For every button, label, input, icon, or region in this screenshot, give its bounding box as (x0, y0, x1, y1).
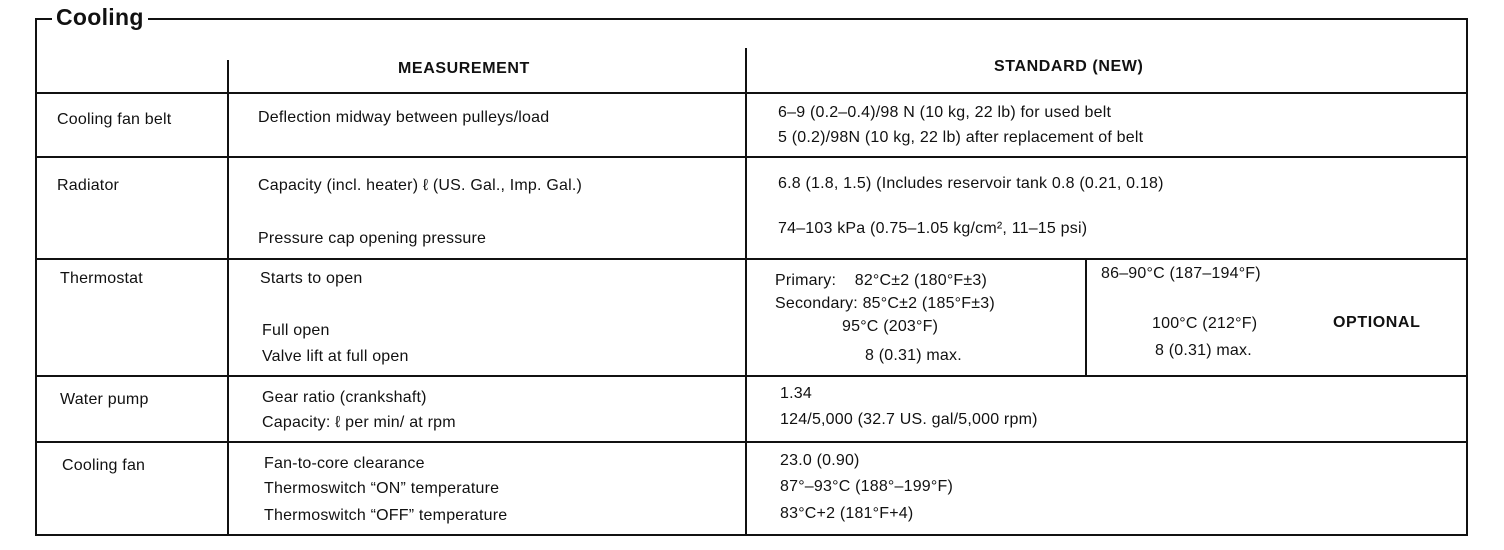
row-divider-fan-belt (35, 156, 1468, 158)
standard-primary: Primary: 82°C±2 (180°F±3) (775, 272, 988, 289)
standard-valve-lift: 8 (0.31) max. (865, 347, 962, 364)
item-thermostat: Thermostat (60, 270, 143, 287)
item-radiator: Radiator (57, 177, 120, 194)
item-cooling-fan-belt: Cooling fan belt (57, 111, 172, 128)
measurement-thermoswitch-off: Thermoswitch “OFF” temperature (264, 507, 508, 524)
measurement-valve-lift: Valve lift at full open (262, 348, 409, 365)
row-divider-water-pump (35, 441, 1468, 443)
standard-thermoswitch-off: 83°C+2 (181°F+4) (780, 505, 914, 522)
measurement-full-open: Full open (262, 322, 330, 339)
measurement-radiator-capacity: Capacity (incl. heater) ℓ (US. Gal., Imp. Gal.) (258, 177, 582, 194)
column-divider-optional (1085, 258, 1087, 375)
standard-full-open: 95°C (203°F) (842, 318, 939, 335)
standard-new-belt: 5 (0.2)/98N (10 kg, 22 lb) after replacement of belt (778, 129, 1144, 146)
header-divider (35, 92, 1468, 94)
measurement-deflection: Deflection midway between pulleys/load (258, 109, 550, 126)
row-divider-thermostat (35, 375, 1468, 377)
standard-secondary: Secondary: 85°C±2 (185°F±3) (775, 295, 995, 312)
standard-radiator-capacity: 6.8 (1.8, 1.5) (Includes reservoir tank 0.8 (0.21, 0.18) (778, 175, 1164, 192)
optional-valve-lift: 8 (0.31) max. (1155, 342, 1252, 359)
measurement-pressure-cap: Pressure cap opening pressure (258, 230, 487, 247)
measurement-fan-clearance: Fan-to-core clearance (264, 455, 425, 472)
standard-thermoswitch-on: 87°–93°C (188°–199°F) (780, 478, 954, 495)
measurement-starts-to-open: Starts to open (260, 270, 363, 287)
item-water-pump: Water pump (60, 391, 149, 408)
optional-label: OPTIONAL (1333, 314, 1421, 331)
optional-full-open: 100°C (212°F) (1152, 315, 1258, 332)
optional-starts-to-open: 86–90°C (187–194°F) (1101, 265, 1261, 282)
measurement-thermoswitch-on: Thermoswitch “ON” temperature (264, 480, 500, 497)
standard-pump-capacity: 124/5,000 (32.7 US. gal/5,000 rpm) (780, 411, 1038, 428)
header-measurement: MEASUREMENT (398, 60, 530, 77)
column-divider-item (227, 60, 229, 536)
header-standard: STANDARD (NEW) (994, 58, 1144, 75)
measurement-gear-ratio: Gear ratio (crankshaft) (262, 389, 427, 406)
section-title: Cooling (52, 4, 148, 31)
item-cooling-fan: Cooling fan (62, 457, 146, 474)
measurement-pump-capacity: Capacity: ℓ per min/ at rpm (262, 414, 456, 431)
standard-fan-clearance: 23.0 (0.90) (780, 452, 860, 469)
column-divider-measurement (745, 48, 747, 536)
standard-gear-ratio: 1.34 (780, 385, 812, 402)
row-divider-radiator (35, 258, 1468, 260)
standard-used-belt: 6–9 (0.2–0.4)/98 N (10 kg, 22 lb) for used belt (778, 104, 1112, 121)
standard-pressure-cap: 74–103 kPa (0.75–1.05 kg/cm², 11–15 psi) (778, 220, 1088, 237)
